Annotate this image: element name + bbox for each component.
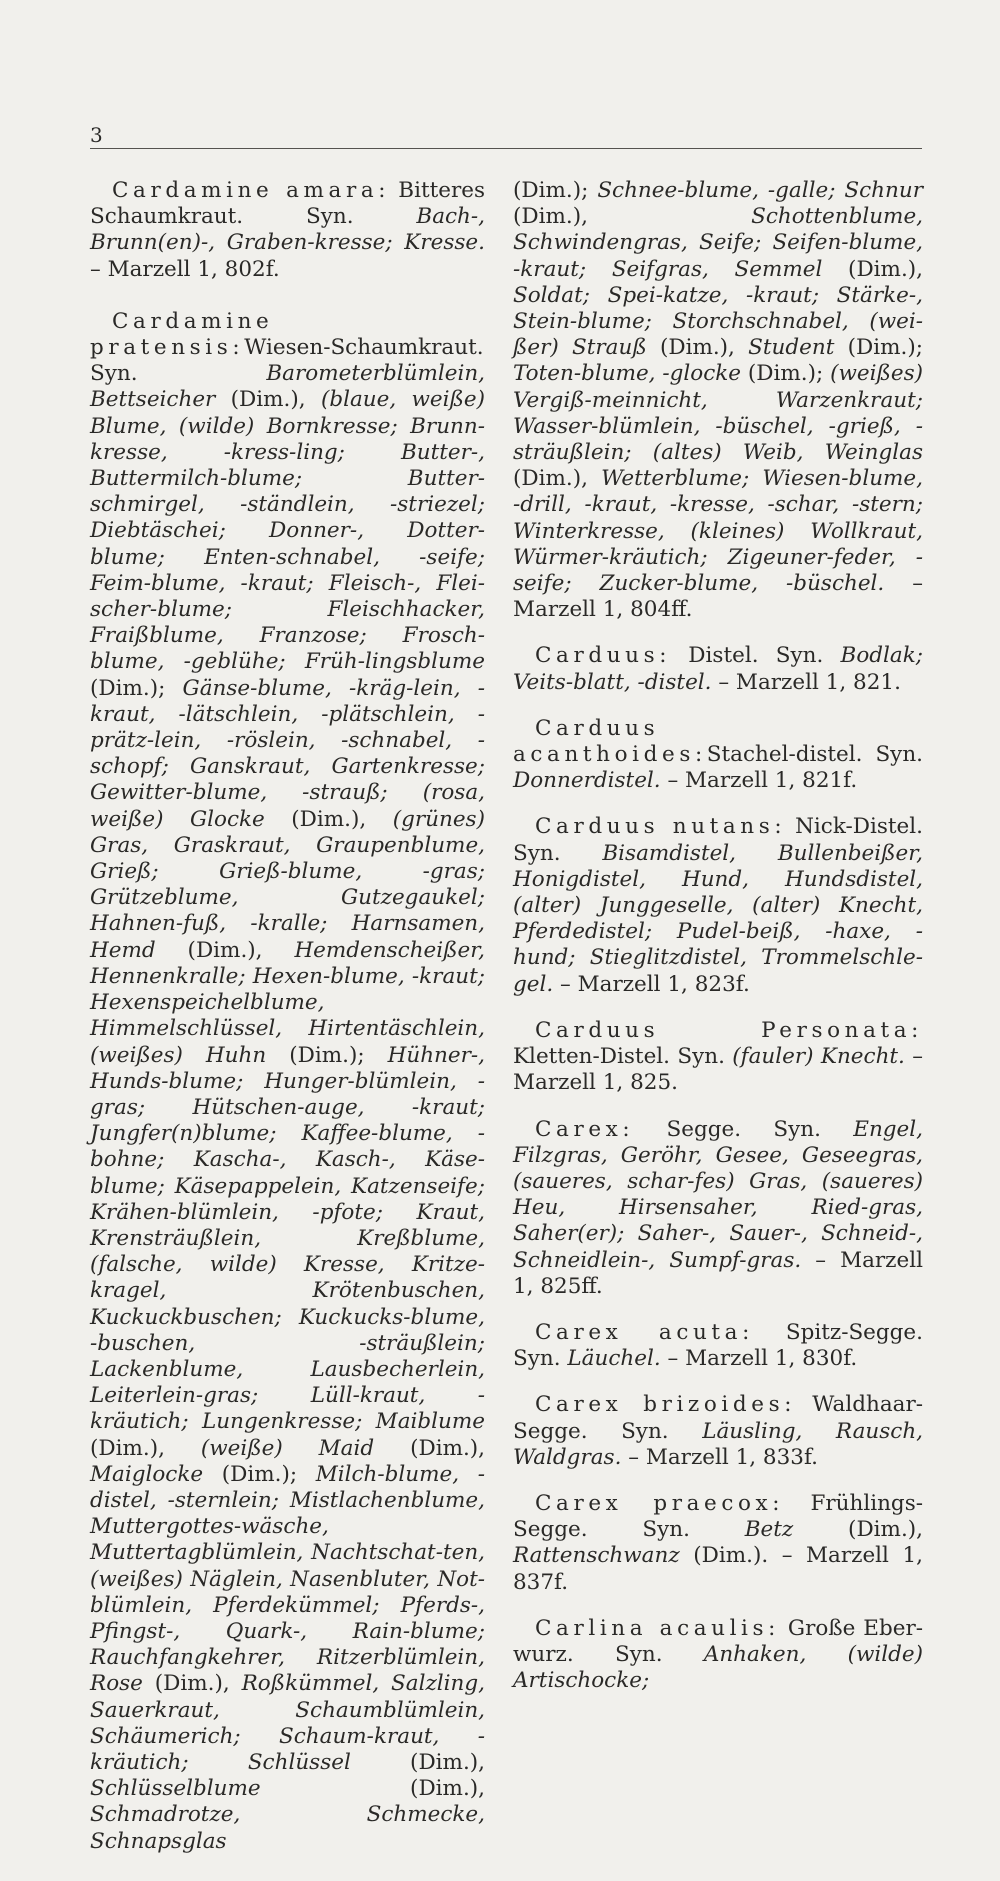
entry-text-fragment: Bitteres Schaumkraut. Syn. <box>90 178 485 230</box>
entry-head: Carex praecox: <box>535 1490 785 1516</box>
synonym-list: Betz <box>744 1517 794 1543</box>
synonym-list: Toten-blume, -glocke <box>513 361 742 387</box>
entry-reference: – Marzell 1, 821f. <box>660 768 858 794</box>
entry-head: Cardamine amara: <box>112 178 391 203</box>
synonym-list: Hühner-, Hunds-blume; Hunger-blümlein, -gras; Hütschen-auge, -kraut; Jungfer(n)blume; Kaffee-blume, -bohne; Kascha-, Kasch-, Käse-blume; Käsepappelein, Katzenseife; Krähen-blümlein, -pfote; Kraut, Krensträußlein, Kreßblume, (falsche, wilde) Kresse, Kritze-kragel, Krötenbuschen, Kuckuckbuschen; Kuckucks-blume, -buschen, -sträußlein; Lackenblume, Lausbecherlein, Leiterlein-gras; Lüll-kraut, -kräutich; Lungenkresse; Maiblume <box>90 1042 485 1435</box>
entry-text-fragment: (Dim.), <box>155 937 295 963</box>
entry-cardamine-amara <box>90 178 485 283</box>
entry-continuation <box>513 178 923 623</box>
entry-text-fragment: Frühlings-Segge. Syn. <box>513 1490 923 1543</box>
page-number: 3 <box>90 123 103 147</box>
synonym-list: Läuchel. <box>567 1346 661 1372</box>
synonym-list: Hemdenscheißer, Hennenkralle; Hexen-blume, -kraut; Hexenspeichelblume, Himmelschlüssel, Hirtentäschlein, (weißes) Huhn <box>90 937 485 1068</box>
entry-text-fragment: (Dim.), <box>646 335 749 361</box>
entry-reference: – Marzell 1, 825. <box>513 1044 923 1096</box>
synonym-list: Engel, Filzgras, Geröhr, Gesee, Geseegras, (saueres, schar-fes) Gras, (saueres) Heu, Hirsensaher, Ried-gras, Saher(er); Saher-, Sauer-, Schneid-, Schneidlein-, Sumpf-gras. <box>513 1116 923 1273</box>
entry-text-fragment: (Dim.), <box>142 1671 242 1697</box>
entry-head: Carduus acanthoides: <box>513 715 707 768</box>
entry-carex-brizoides <box>513 1392 923 1471</box>
entry-text-fragment: (Dim.), <box>264 806 393 832</box>
header-rule <box>90 148 922 149</box>
entry-carduus-acanthoides <box>513 716 923 795</box>
entry-text-fragment: (Dim.), <box>793 1517 923 1543</box>
left-column <box>90 178 485 1881</box>
entry-text-fragment: Nick-Distel. Syn. <box>513 814 923 866</box>
entry-text-fragment: Stachel-distel. Syn. <box>706 742 923 768</box>
entry-reference: – Marzell 1, 802f. <box>90 256 280 282</box>
entry-reference: – Marzell 1, 830f. <box>660 1346 858 1372</box>
entry-text-fragment: (Dim.), <box>350 1749 485 1775</box>
entry-text-fragment: (Dim.), <box>374 1435 486 1461</box>
synonym-list: Roßkümmel, Salzling, Sauerkraut, Schaumblümlein, Schäumerich; Schaum-kraut, -kräutich; Schlüssel <box>90 1671 485 1775</box>
entry-carduus <box>513 643 923 695</box>
synonym-list: (grünes) Gras, Graskraut, Graupenblume, Grieß; Grieß-blume, -gras; Grützeblume, Gutzegaukel; Hahnen-fuß, -kralle; Harnsamen, Hemd <box>90 806 485 963</box>
synonym-list: Barometerblümlein, Bettseicher <box>90 361 485 413</box>
entry-cardamine-pratensis <box>90 309 485 1855</box>
entry-text-fragment: (Dim.), <box>513 466 602 492</box>
entry-text-fragment: Wiesen-Schaumkraut. Syn. <box>90 335 484 387</box>
entry-head: Carex acuta: <box>535 1319 754 1345</box>
synonym-list: Maiglocke <box>90 1461 204 1487</box>
entry-head: Carex: <box>535 1116 635 1142</box>
synonym-list: Bisamdistel, Bullenbeißer, Honigdistel, Hund, Hundsdistel, (alter) Junggeselle, (alter) Knecht, Pferdedistel; Pudel-beiß, -haxe, -hund; Stieglitzdistel, Trommelschle-gel. <box>513 840 923 997</box>
entry-text-fragment: Spitz-Segge. Syn. <box>513 1319 923 1372</box>
synonym-list: Schlüsselblume <box>90 1776 261 1802</box>
entry-carduus-personata <box>513 1018 923 1097</box>
synonym-list: Soldat; Spei-katze, -kraut; Stärke-, Stein-blume; Storchschnabel, (wei-ßer) Strauß <box>513 282 923 361</box>
synonym-list: (fauler) Knecht. <box>732 1044 905 1070</box>
entry-carex-praecox <box>513 1491 923 1596</box>
entry-head: Carex brizoides: <box>535 1392 797 1418</box>
synonym-list: Bodlak; Veits-blatt, -distel. <box>513 643 923 695</box>
entry-head: Carduus nutans: <box>535 814 787 840</box>
entry-text-fragment: Segge. Syn. <box>634 1116 854 1142</box>
entry-text-fragment: (Dim.), <box>215 387 321 413</box>
entry-reference: – Marzell 1, 825ff. <box>513 1247 923 1299</box>
entry-reference: – Marzell 1, 821. <box>711 669 901 695</box>
entry-text-fragment: (Dim.); <box>90 675 183 701</box>
entry-text-fragment: Große Eber-wurz. Syn. <box>513 1615 924 1667</box>
entry-text-fragment: Distel. Syn. <box>671 643 841 669</box>
synonym-list: (weiße) Maid <box>200 1435 375 1461</box>
entry-text-fragment: (Dim.), <box>822 256 923 282</box>
entry-text-fragment: (Dim.); <box>834 335 923 361</box>
entry-carlina-acaulis <box>513 1616 923 1695</box>
synonym-list: Donnerdistel. <box>513 768 661 794</box>
entry-reference: – Marzell 1, 804ff. <box>513 571 923 623</box>
entry-head: Cardamine pratensis: <box>90 308 274 361</box>
entry-carex <box>513 1117 923 1300</box>
right-column <box>513 178 923 1714</box>
entry-text-fragment: Kletten-Distel. Syn. <box>513 1044 733 1070</box>
synonym-list: Rattenschwanz <box>513 1543 680 1569</box>
synonym-list: Anhaken, (wilde) Artischocke; <box>513 1641 923 1694</box>
entry-text-fragment: Waldhaar-Segge. Syn. <box>513 1392 923 1444</box>
entry-text-fragment: (Dim.); <box>741 361 831 387</box>
synonym-list: Schottenblume, Schwindengras, Seife; Seifen-blume, -kraut; Seifgras, Semmel <box>513 204 923 282</box>
synonym-list: Schnee-blume, -galle; Schnur <box>597 178 923 203</box>
entry-head: Carlina acaulis: <box>535 1615 781 1641</box>
synonym-list: (weißes) Vergiß-meinnicht, Warzenkraut; Wasser-blümlein, -büschel, -grieß, -sträußlein; (altes) Weib, Weinglas <box>513 361 924 466</box>
entry-text-fragment: (Dim.), <box>90 1435 201 1461</box>
synonym-list: Bach-, Brunn(en)-, Graben-kresse; Kresse. <box>90 204 485 256</box>
synonym-list: Gänse-blume, -kräg-lein, -kraut, -lätschlein, -plätschlein, -prätz-lein, -röslein, -schnabel, -schopf; Ganskraut, Gartenkresse; Gewitter-blume, -strauß; (rosa, weiße) Glocke <box>90 675 485 832</box>
synonym-list: Schmadrotze, Schmecke, Schnapsglas <box>90 1802 485 1854</box>
entry-head: Carduus Personata: <box>535 1017 923 1043</box>
entry-reference: – Marzell 1, 833f. <box>621 1444 818 1470</box>
entry-text-fragment: (Dim.); <box>203 1461 316 1487</box>
entry-text-fragment: (Dim.), <box>260 1776 485 1802</box>
synonym-list: Student <box>748 335 835 361</box>
entry-text-fragment: (Dim.); <box>513 178 598 203</box>
synonym-list: Milch-blume, -distel, -sternlein; Mistlachenblume, Muttergottes-wäsche, Muttertagblümlein, Nachtschat-ten, (weißes) Näglein, Nasenbluter, Not-blümlein, Pferdekümmel; Pferds-, Pfingst-, Quark-, Rain-blume; Rauchfangkehrer, Ritzerblümlein, Rose <box>90 1461 485 1697</box>
entry-text-fragment: (Dim.), <box>513 204 752 230</box>
entry-carex-acuta <box>513 1320 923 1372</box>
synonym-list: Läusling, Rausch, Waldgras. <box>513 1418 924 1470</box>
entry-reference: (Dim.). – Marzell 1, 837f. <box>513 1543 923 1595</box>
entry-text-fragment: (Dim.); <box>266 1042 388 1068</box>
entry-carduus-nutans <box>513 814 923 997</box>
entry-head: Carduus: <box>535 643 672 669</box>
synonym-list: (blaue, weiße) Blume, (wilde) Bornkresse; Brunn-kresse, -kress-ling; Butter-, Buttermilch-blume; Butter-schmirgel, -ständlein, -striezel; Diebtäschei; Donner-, Dotter-blume; Enten-schnabel, -seife; Feim-blume, -kraut; Fleisch-, Flei-scher-blume; Fleischhacker, Fraißblume, Franzose; Frosch-blume, -geblühe; Früh-lingsblume <box>90 387 485 675</box>
synonym-list: Wetterblume; Wiesen-blume, -drill, -kraut, -kresse, -schar, -stern; Winterkresse, (kleines) Wollkraut, Würmer-kräutich; Zigeuner-feder, -seife; Zucker-blume, -büschel. <box>513 466 923 597</box>
entry-reference: – Marzell 1, 823f. <box>553 971 750 997</box>
